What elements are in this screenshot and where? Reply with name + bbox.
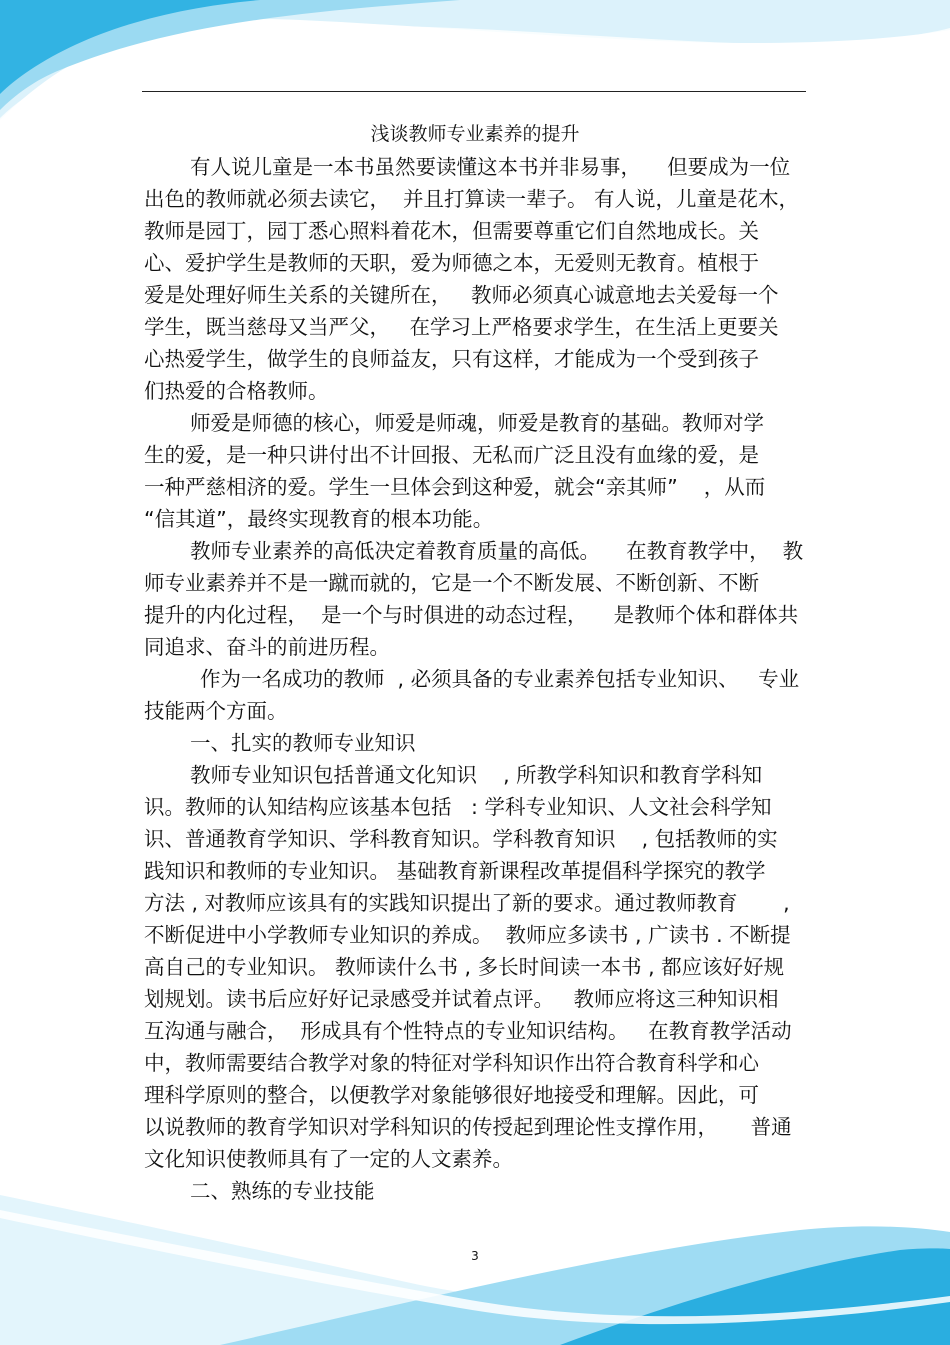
body-line: 有人说儿童是一本书虽然要读懂这本书并非易事， 但要成为一位 — [190, 155, 791, 179]
body-line: 师爱是师德的核心，师爱是师魂，师爱是教育的基础。教师对学 — [190, 411, 764, 435]
body-line: “信其道”，最终实现教育的根本功能。 — [144, 507, 494, 531]
body-line: 爱是处理好师生关系的关键所在， 教师必须真心诚意地去关爱每一个 — [144, 283, 779, 307]
body-line: 文化知识使教师具有了一定的人文素养。 — [144, 1147, 513, 1171]
body-line: 划规划。读书后应好好记录感受并试着点评。 教师应将这三种知识相 — [144, 987, 779, 1011]
body-line: 学生，既当慈母又当严父， 在学习上严格要求学生，在生活上更要关 — [144, 315, 779, 339]
body-line: 心热爱学生，做学生的良师益友，只有这样，才能成为一个受到孩子 — [144, 347, 759, 371]
body-line: 理科学原则的整合，以便教学对象能够很好地接受和理解。因此，可 — [144, 1083, 759, 1107]
body-line: 们热爱的合格教师。 — [144, 379, 329, 403]
body-line: 中，教师需要结合教学对象的特征对学科知识作出符合教育科学和心 — [144, 1051, 759, 1075]
body-line: 识。教师的认知结构应该基本包括 : 学科专业知识、人文社会科学知 — [144, 795, 772, 819]
body-line: 生的爱，是一种只讲付出不计回报、无私而广泛且没有血缘的爱，是 — [144, 443, 759, 467]
body-line: 心、爱护学生是教师的天职，爱为师德之本，无爱则无教育。植根于 — [144, 251, 759, 275]
body-line: 技能两个方面。 — [144, 699, 288, 723]
body-line: 不断促进中小学教师专业知识的养成。 教师应多读书 , 广读书 . 不断提 — [144, 923, 791, 947]
body-line: 互沟通与融合， 形成具有个性特点的专业知识结构。 在教育教学活动 — [144, 1019, 792, 1043]
body-line: 教师是园丁，园丁悉心照料着花木，但需要尊重它们自然地成长。关 — [144, 219, 759, 243]
body-line: 师专业素养并不是一蹴而就的，它是一个不断发展、不断创新、不断 — [144, 571, 759, 595]
body-line: 践知识和教师的专业知识。 基础教育新课程改革提倡科学探究的教学 — [144, 859, 766, 883]
body-line: 作为一名成功的教师 , 必须具备的专业素养包括专业知识、 专业 — [200, 667, 800, 691]
body-line: 提升的内化过程， 是一个与时俱进的动态过程， 是教师个体和群体共 — [144, 603, 799, 627]
body-line: 方法 , 对教师应该具有的实践知识提出了新的要求。通过教师教育 , — [144, 891, 790, 915]
body-line: 同追求、奋斗的前进历程。 — [144, 635, 390, 659]
body-line: 高自己的专业知识。 教师读什么书 , 多长时间读一本书 , 都应该好好规 — [144, 955, 785, 979]
body-line: 出色的教师就必须去读它， 并且打算读一辈子。 有人说，儿童是花木， — [144, 187, 800, 211]
header-rule — [142, 91, 806, 92]
body-line: 一种严慈相济的爱。学生一旦体会到这种爱，就会“亲其师” ，从而 — [144, 475, 766, 499]
body-line: 识、普通教育学知识、学科教育知识。学科教育知识 , 包括教师的实 — [144, 827, 778, 851]
page-number: 3 — [471, 1249, 479, 1263]
section-heading: 二、熟练的专业技能 — [190, 1179, 375, 1203]
page-title: 浅谈教师专业素养的提升 — [370, 123, 580, 145]
body-line: 以说教师的教育学知识对学科知识的传授起到理论性支撑作用， 普通 — [144, 1115, 792, 1139]
body-line: 教师专业知识包括普通文化知识 , 所教学科知识和教育学科知 — [190, 763, 763, 787]
section-heading: 一、扎实的教师专业知识 — [190, 731, 416, 755]
body-line: 教师专业素养的高低决定着教育质量的高低。 在教育教学中， 教 — [190, 539, 804, 563]
